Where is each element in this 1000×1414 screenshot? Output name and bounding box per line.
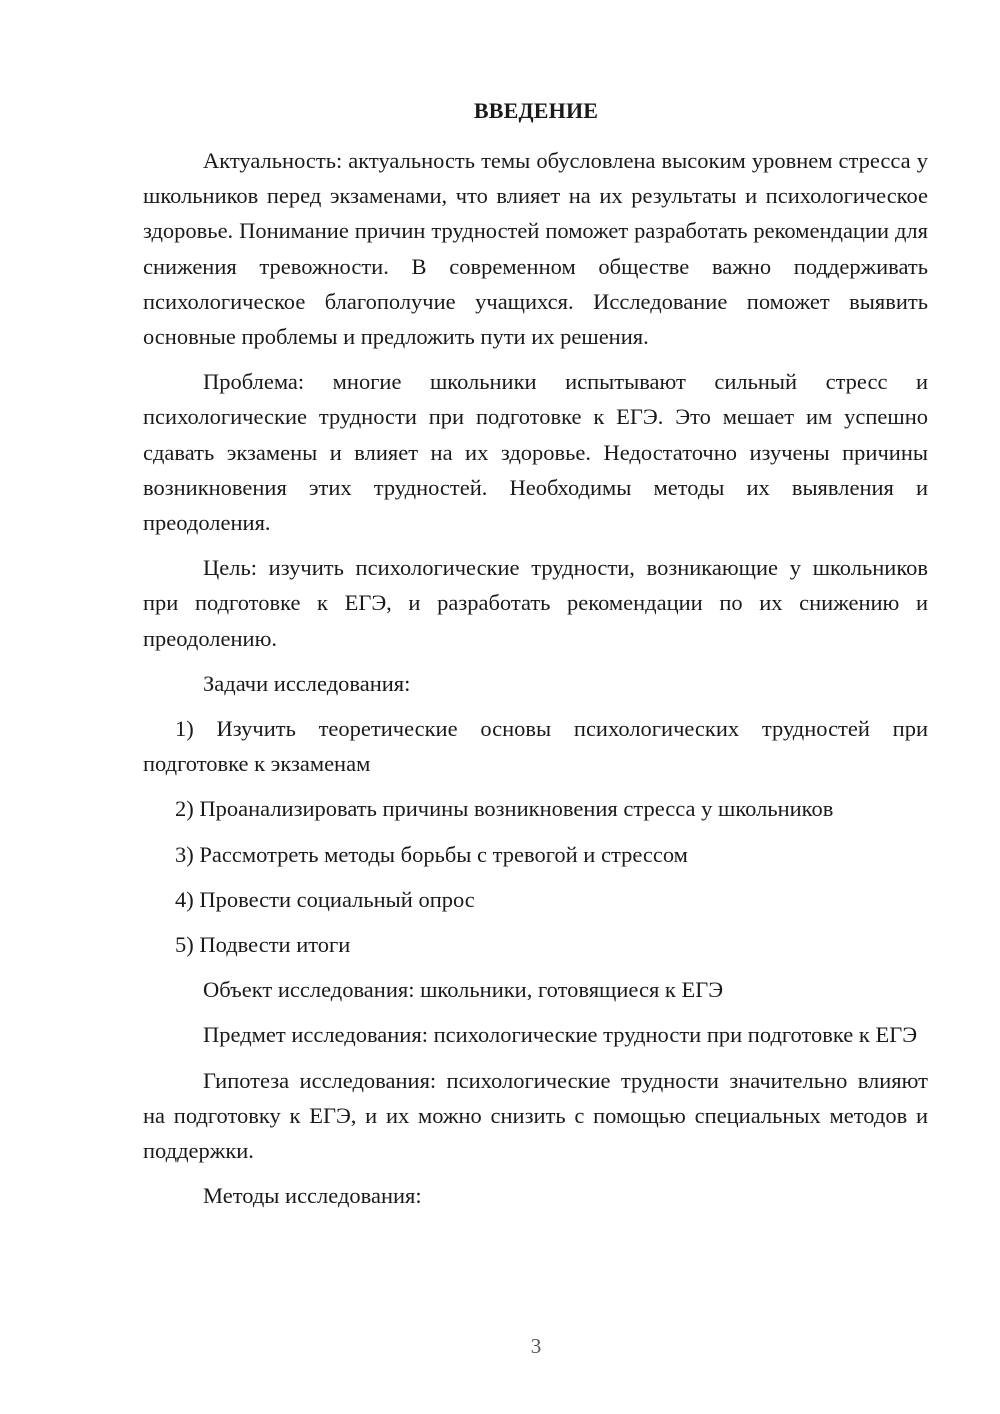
task-item-4: 4) Провести социальный опрос [175,886,475,912]
document-body [143,143,928,1213]
methods-heading: Методы исследования: [203,1183,422,1209]
section-title: ВВЕДЕНИЕ [473,98,599,123]
task-item-1: 1) Изучить теоретические основы психологических трудностей при подготовке к экзаменам [143,716,928,777]
task-item-3: 3) Рассмотреть методы борьбы с тревогой и стрессом [175,841,688,867]
relevance-paragraph: Актуальность: актуальность темы обусловлена высоким уровнем стресса у школьников перед экзаменами, что влияет на их результаты и психологическое здоровье. Понимание причин трудностей поможет разработать рекомендации для снижения тревожности. В современном обществе важно поддерживать психологическое благополучие учащихся. Исследование поможет выявить основные проблемы и предложить пути их решения. [143,148,928,350]
tasks-heading: Задачи исследования: [203,670,411,696]
goal-paragraph: Цель: изучить психологические трудности, возникающие у школьников при подготовке к ЕГЭ, и разработать рекомендации по их снижению и преодолению. [143,555,928,651]
page-number: 3 [530,1334,542,1358]
subject-paragraph: Предмет исследования: психологические трудности при подготовке к ЕГЭ [203,1022,918,1048]
problem-paragraph: Проблема: многие школьники испытывают сильный стресс и психологические трудности при подготовке к ЕГЭ. Это мешает им успешно сдавать экзамены и влияет на их здоровье. Недостаточно изучены причины возникновения этих трудностей. Необходимы методы их выявления и преодоления. [143,369,928,536]
object-paragraph: Объект исследования: школьники, готовящиеся к ЕГЭ [203,977,724,1003]
hypothesis-paragraph: Гипотеза исследования: психологические трудности значительно влияют на подготовку к ЕГЭ, и их можно снизить с помощью специальных методов и поддержки. [143,1067,928,1164]
task-item-5: 5) Подвести итоги [175,932,351,958]
task-item-2: 2) Проанализировать причины возникновения стресса у школьников [175,796,834,822]
